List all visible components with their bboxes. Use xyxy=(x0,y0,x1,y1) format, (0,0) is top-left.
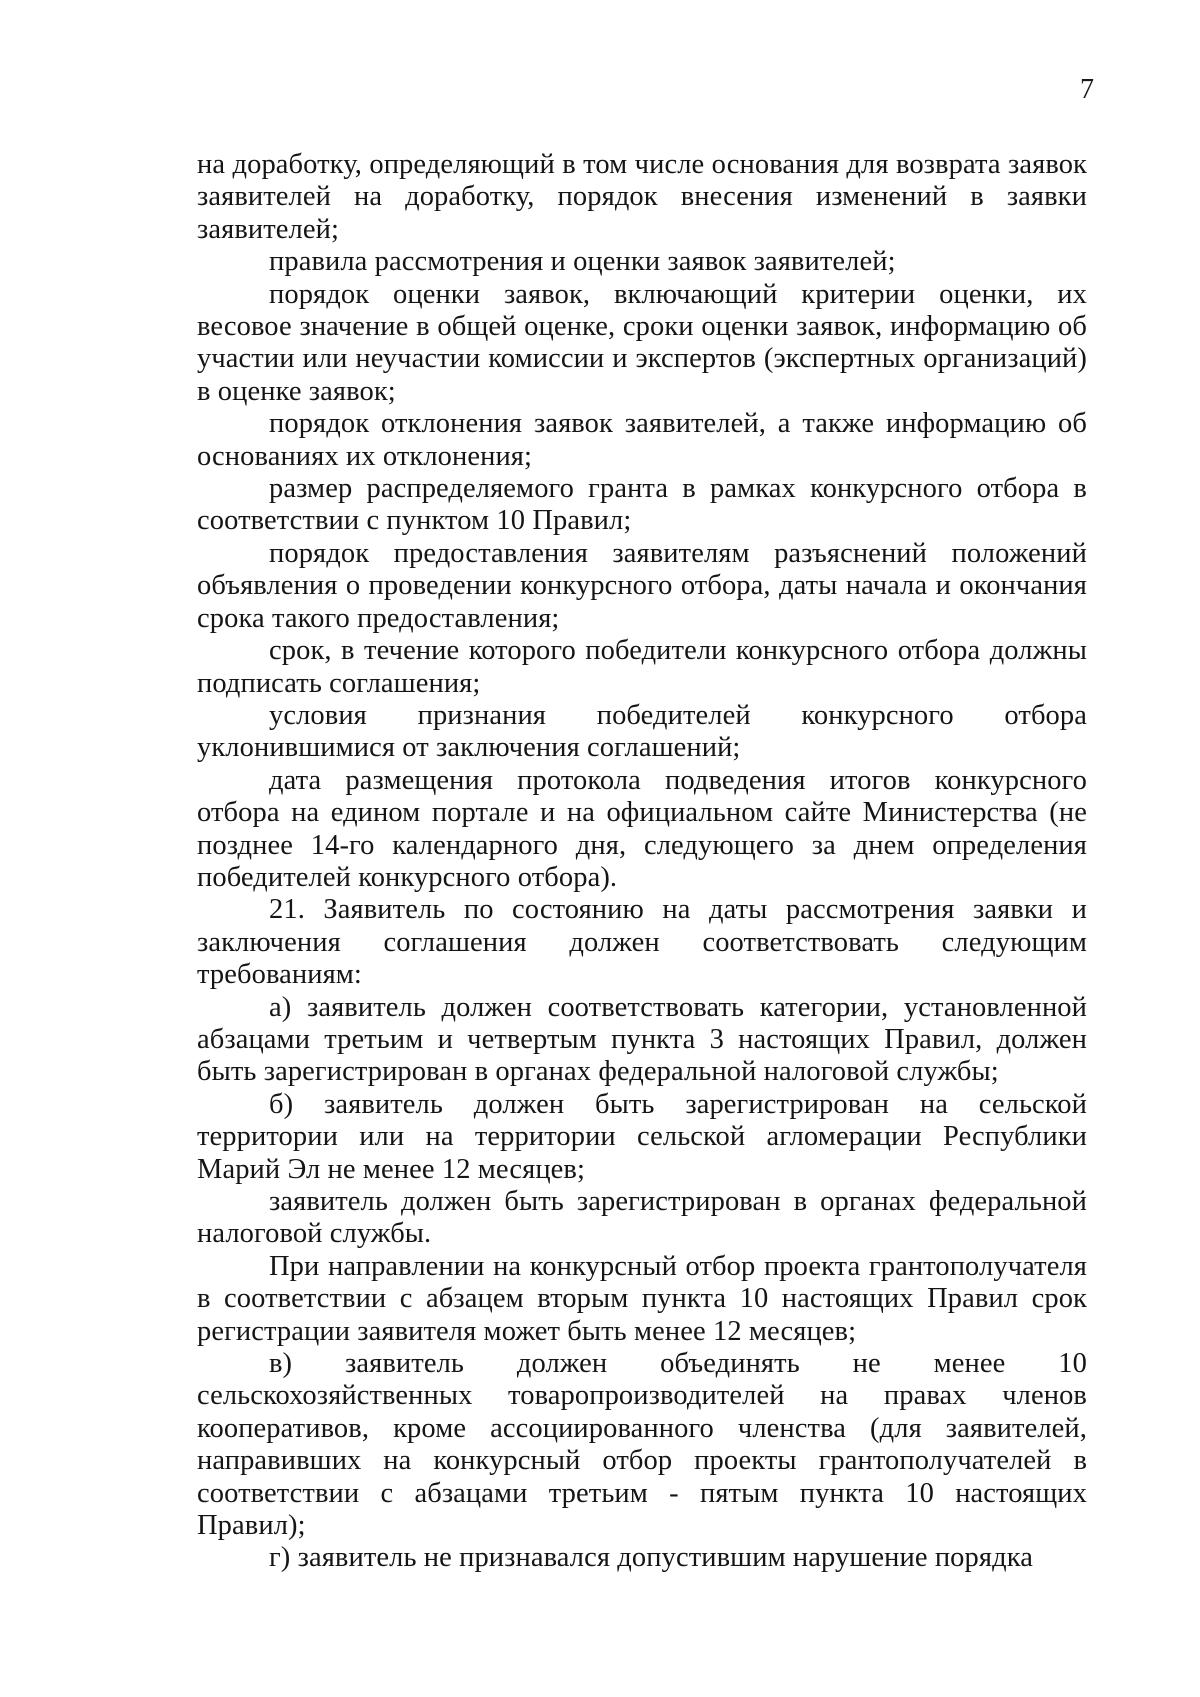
paragraph: на доработку, определяющий в том числе основания для возврата заявок заявителей на доработку, порядок внесения изменений в заявки заявителей; xyxy=(197,149,1087,245)
paragraph: правила рассмотрения и оценки заявок заявителей; xyxy=(269,246,896,278)
paragraph: срок, в течение которого победители конкурсного отбора должны подписать соглашения; xyxy=(197,635,1087,699)
paragraph: а) заявитель должен соответствовать категории, установленной абзацами третьим и четвертым пункта 3 настоящих Правил, должен быть зарегистрирован в органах федеральной налоговой службы; xyxy=(197,991,1087,1088)
page-number: 7 xyxy=(1080,74,1094,105)
paragraph: 21. Заявитель по состоянию на даты рассмотрения заявки и заключения соглашения должен соответствовать следующим требованиям: xyxy=(197,894,1087,991)
paragraph: дата размещения протокола подведения итогов конкурсного отбора на едином портале и на официальном сайте Министерства (не позднее 14-го календарного дня, следующего за днем определения победителей конкурсного отбора). xyxy=(197,764,1087,893)
paragraph: заявитель должен быть зарегистрирован в органах федеральной налоговой службы. xyxy=(197,1186,1087,1250)
paragraph: условия признания победителей конкурсного отбора уклонившимися от заключения соглашений; xyxy=(197,699,1087,764)
paragraph: б) заявитель должен быть зарегистрирован на сельской территории или на территории сельской агломерации Республики Марий Эл не менее 12 месяцев; xyxy=(197,1088,1087,1185)
paragraph: порядок отклонения заявок заявителей, а также информацию об основаниях их отклонения; xyxy=(197,408,1087,472)
document-body xyxy=(197,149,1087,1575)
paragraph: При направлении на конкурсный отбор проекта грантополучателя в соответствии с абзацем вторым пункта 10 настоящих Правил срок регистрации заявителя может быть менее 12 месяцев; xyxy=(197,1250,1087,1347)
paragraph: порядок предоставления заявителям разъяснений положений объявления о проведении конкурсного отбора, даты начала и окончания срока такого предоставления; xyxy=(197,537,1087,634)
paragraph: г) заявитель не признавался допустившим нарушение порядка xyxy=(269,1542,1033,1574)
paragraph: в) заявитель должен объединять не менее 10 сельскохозяйственных товаропроизводителей на правах членов кооперативов, кроме ассоциированного членства (для заявителей, направивших на конкурсный отбор проекты грантополучателей в соответствии с абзацами третьим - пятым пункта 10 настоящих Правил); xyxy=(197,1348,1087,1542)
paragraph: порядок оценки заявок, включающий критерии оценки, их весовое значение в общей оценке, сроки оценки заявок, информацию об участии или неучастии комиссии и экспертов (экспертных организаций) в оценке заявок; xyxy=(197,278,1087,407)
paragraph: размер распределяемого гранта в рамках конкурсного отбора в соответствии с пунктом 10 Правил; xyxy=(197,473,1087,537)
